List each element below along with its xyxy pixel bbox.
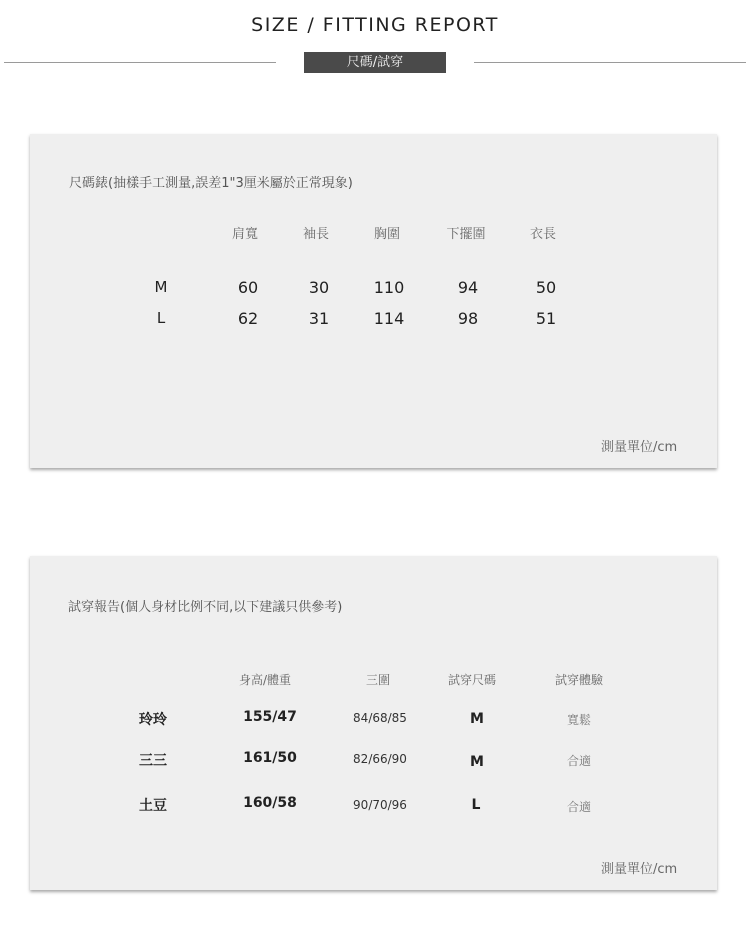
size-cell: 30 <box>308 278 330 297</box>
fit-row-size: L <box>471 797 481 813</box>
size-cell: 62 <box>237 309 259 328</box>
size-cell: 114 <box>373 309 405 328</box>
fit-row-measurements: 82/66/90 <box>353 752 407 766</box>
fit-col-height-weight: 身高/體重 <box>238 673 292 687</box>
fit-row-measurements: 90/70/96 <box>353 798 407 812</box>
size-col-length: 衣長 <box>529 227 556 242</box>
fit-row-feel: 合適 <box>566 754 591 768</box>
size-chart-panel <box>30 134 717 468</box>
fit-row-feel: 寬鬆 <box>566 713 591 727</box>
fit-row-height-weight: 160/58 <box>243 795 297 811</box>
fit-row-size: M <box>470 711 484 727</box>
size-cell: 98 <box>457 309 479 328</box>
size-cell: 50 <box>535 278 557 297</box>
size-col-chest: 胸圍 <box>373 227 400 242</box>
size-cell: 60 <box>237 278 259 297</box>
fitting-report-panel <box>30 556 717 890</box>
size-row-label: M <box>154 278 168 296</box>
section-tag: 尺碼/試穿 <box>304 52 446 73</box>
page-title: SIZE / FITTING REPORT <box>251 14 499 36</box>
fit-row-height-weight: 155/47 <box>243 709 297 725</box>
size-cell: 110 <box>373 278 405 297</box>
size-cell: 94 <box>457 278 479 297</box>
fit-row-height-weight: 161/50 <box>243 750 297 766</box>
size-cell: 31 <box>308 309 330 328</box>
size-col-sleeve: 袖長 <box>302 227 329 242</box>
fit-col-measurements: 三圍 <box>365 673 390 687</box>
fitting-report-note: 試穿報告(個人身材比例不同,以下建議只供參考) <box>68 600 343 615</box>
fit-row-measurements: 84/68/85 <box>353 711 407 725</box>
fit-row-size: M <box>470 754 484 770</box>
size-col-shoulder: 肩寬 <box>231 227 258 242</box>
size-cell: 51 <box>535 309 557 328</box>
fit-col-size: 試穿尺碼 <box>447 673 496 687</box>
fitting-report-unit: 測量單位/cm <box>601 862 678 877</box>
fit-row-name: 三三 <box>139 753 167 769</box>
left-divider <box>4 62 276 63</box>
size-chart-unit: 測量單位/cm <box>601 440 678 455</box>
fit-row-feel: 合適 <box>566 800 591 814</box>
fit-col-feel: 試穿體驗 <box>554 673 603 687</box>
size-col-hem: 下擺圍 <box>446 227 486 242</box>
size-chart-note: 尺碼錶(抽樣手工測量,誤差1"3厘米屬於正常現象) <box>69 176 353 191</box>
fit-row-name: 玲玲 <box>139 712 167 728</box>
fit-row-name: 土豆 <box>139 798 167 814</box>
size-row-label: L <box>156 309 166 327</box>
right-divider <box>474 62 746 63</box>
